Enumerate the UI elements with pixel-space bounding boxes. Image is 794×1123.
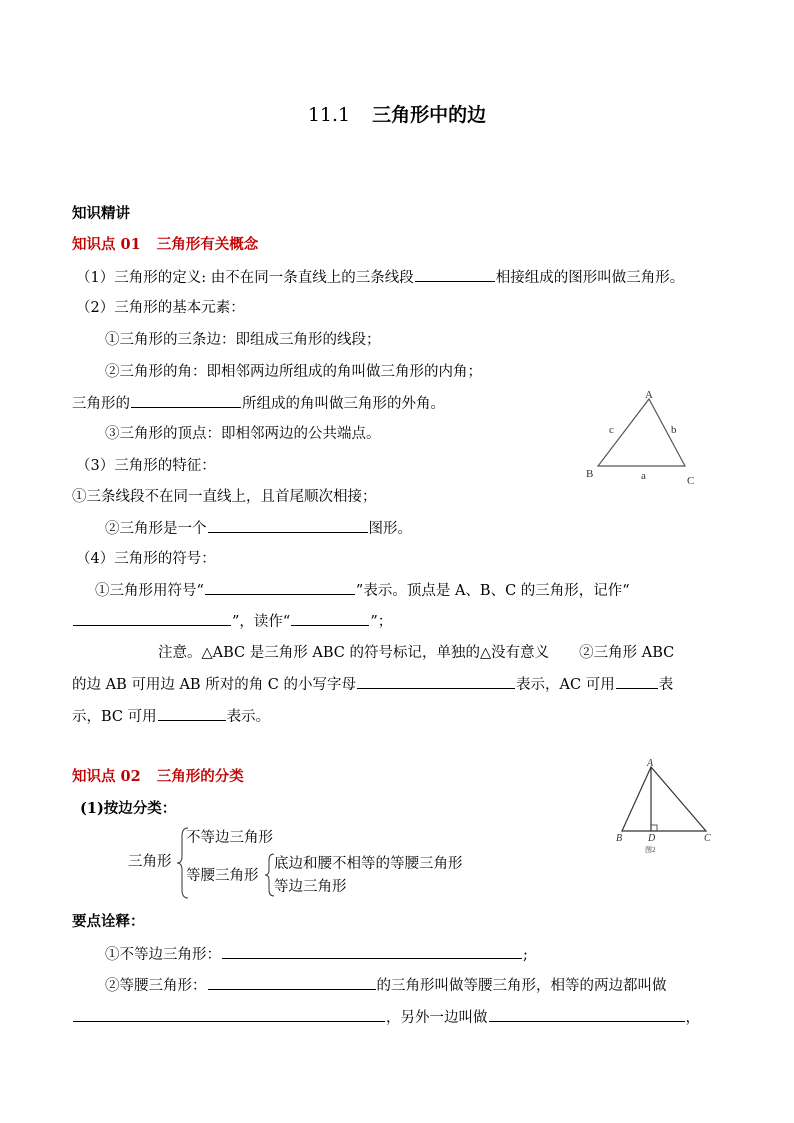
kp1-note-b: ②三角形 ABC	[579, 645, 675, 661]
blank-13[interactable]	[489, 1007, 685, 1022]
kp1-note2-pre: 的边 AB 可用边 AB 所对的角 C 的小写字母	[72, 677, 357, 693]
kp1-p4: （4）三角形的符号：	[76, 551, 216, 567]
kp2-k1-pre: ①不等边三角形：	[105, 947, 221, 963]
kp1-p1-post: 相接组成的图形叫做三角形。	[495, 270, 685, 286]
fig1-label-a: a	[641, 470, 646, 482]
kp1-p4b-post: ”；	[370, 614, 393, 630]
tree-iso-sub1: 底边和腰不相等的等腰三角形	[274, 856, 463, 872]
blank-11[interactable]	[208, 975, 376, 990]
kp1-heading	[72, 235, 258, 255]
kp1-note3-post: 表示。	[226, 709, 271, 725]
kp1-p2b: ②三角形的角：即相邻两边所组成的角叫做三角形的内角；	[105, 364, 482, 380]
blank-3[interactable]	[208, 518, 368, 533]
triangle-figure-2	[612, 757, 724, 855]
kp1-label: 知识点 01	[72, 236, 141, 253]
kp1-p3b-post: 图形。	[368, 521, 412, 537]
fig2-label-A: A	[647, 758, 654, 769]
fig1-label-A: A	[645, 389, 653, 401]
blank-7[interactable]	[357, 674, 515, 689]
kp2-k2-pre: ②等腰三角形：	[105, 978, 207, 994]
tree-root: 三角形	[128, 854, 172, 870]
kp2-k3-post: ，	[685, 1010, 700, 1026]
kp1-p2c-pre: 三角形的	[72, 396, 130, 412]
fig1-label-C: C	[687, 475, 695, 487]
kp2-k1-post: ;	[523, 947, 528, 963]
kp1-note-text: 注意。△ABC 是三角形 ABC 的符号标记，单独的△没有意义	[158, 645, 550, 661]
kp2-heading	[72, 767, 244, 787]
kp1-p4a-pre: ①三角形用符号“	[95, 583, 204, 599]
section-heading: 知识精讲	[72, 205, 130, 222]
blank-9[interactable]	[158, 706, 226, 721]
fig1-label-B: B	[586, 468, 594, 480]
kp2-key-points: 要点诠释：	[72, 913, 145, 930]
blank-8[interactable]	[616, 674, 658, 689]
triangle-figure-1	[578, 386, 708, 488]
kp2-k3-mid: ，另外一边叫做	[386, 1010, 488, 1026]
kp2-k2-post: 的三角形叫做等腰三角形，相等的两边都叫做	[376, 978, 667, 994]
kp2-k3	[72, 1007, 700, 1028]
fig2-label-C: C	[704, 833, 711, 844]
kp1-p2d: ③三角形的顶点：即相邻两边的公共端点。	[105, 426, 381, 442]
fig1-label-c: c	[609, 424, 614, 436]
fig2-caption: 图2	[645, 846, 656, 854]
kp1-note	[158, 643, 674, 663]
kp1-p2a: ①三角形的三条边：即组成三角形的线段；	[105, 332, 381, 348]
blank-2[interactable]	[131, 393, 241, 408]
kp1-p2: （2）三角形的基本元素：	[76, 300, 245, 316]
title-text: 三角形中的边	[372, 104, 487, 126]
kp2-k2	[105, 975, 667, 996]
kp1-note2-post: 表	[658, 677, 674, 693]
blank-6[interactable]	[291, 611, 369, 626]
fig2-label-D: D	[648, 833, 656, 844]
kp1-p4b-mid: ”，读作“	[232, 614, 291, 630]
kp1-p3: （3）三角形的特征：	[76, 458, 216, 474]
kp1-p4a	[95, 580, 630, 601]
kp1-note2	[72, 674, 673, 695]
kp1-p4a-mid: ”表示。顶点是 A、B、C 的三角形，记作“	[355, 583, 630, 599]
blank-10[interactable]	[222, 944, 522, 959]
tree-scalene: 不等边三角形	[186, 830, 273, 846]
triangle-abd-shape	[622, 767, 706, 831]
kp2-by-side: (1)按边分类：	[80, 800, 177, 817]
kp1-p2c-post: 所组成的角叫做三角形的外角。	[242, 396, 445, 412]
kp1-title: 三角形有关概念	[156, 236, 259, 253]
kp1-p3a: ①三条线段不在同一直线上，且首尾顺次相接；	[72, 489, 377, 505]
kp2-title: 三角形的分类	[156, 768, 244, 785]
tree-isosceles: 等腰三角形	[186, 868, 259, 884]
page-title	[0, 103, 794, 127]
blank-4[interactable]	[205, 580, 355, 595]
kp1-note3-pre: 示，BC 可用	[72, 709, 157, 725]
kp1-p1-pre: （1）三角形的定义: 由不在同一条直线上的三条线段	[76, 270, 414, 286]
kp1-definition	[76, 267, 684, 288]
fig1-label-b: b	[671, 424, 677, 436]
tree-iso-sub2: 等边三角形	[274, 879, 347, 895]
kp1-p3b	[105, 518, 412, 539]
fig2-label-B: B	[616, 833, 623, 844]
blank-1[interactable]	[415, 267, 495, 282]
blank-5[interactable]	[73, 611, 231, 626]
right-angle-mark	[651, 825, 657, 831]
kp1-p2c	[72, 393, 445, 414]
kp2-label: 知识点 02	[72, 768, 141, 785]
kp2-k1	[105, 944, 528, 965]
kp1-note2-mid: 表示，AC 可用	[516, 677, 615, 693]
kp1-p3b-pre: ②三角形是一个	[105, 521, 207, 537]
kp1-p4b	[72, 611, 392, 632]
kp1-note3	[72, 706, 270, 727]
title-number: 11.1	[307, 104, 351, 126]
blank-12[interactable]	[73, 1007, 385, 1022]
